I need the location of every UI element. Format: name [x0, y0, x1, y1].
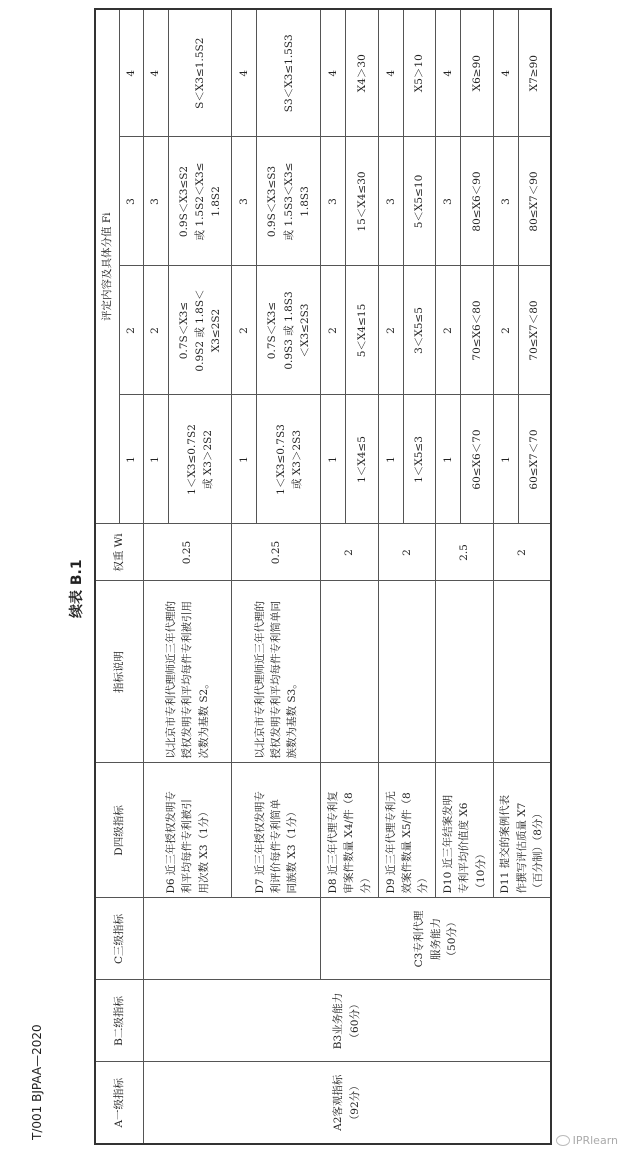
score-line: 0.7S＜X3≤	[177, 301, 190, 360]
score-line: X3≤2S2	[210, 308, 223, 353]
score-cell	[168, 9, 232, 137]
grade-label: 3	[493, 137, 518, 266]
indicator-d10	[436, 763, 494, 898]
indicator-line: D10 近三年结案发明	[442, 794, 455, 894]
weight-d10: 2.5	[436, 524, 494, 581]
level2-line: （60分）	[348, 998, 361, 1044]
indicator-line: （百分制）（8分）	[532, 808, 545, 894]
header-eval: 评定内容及具体分值 Fi	[95, 9, 119, 524]
score-line: 1.8S2	[210, 186, 223, 217]
header-b: B二级指标	[95, 980, 143, 1062]
watermark	[556, 1134, 618, 1147]
header-grade: 2	[119, 266, 143, 395]
grade-label: 2	[143, 266, 168, 395]
grade-label: 4	[321, 9, 346, 137]
header-weight: 权重 Wi	[95, 524, 143, 581]
grade-label: 4	[143, 9, 168, 137]
grade-label: 1	[321, 395, 346, 524]
indicator-line: D7 近三年授权发明专	[253, 791, 266, 894]
score-line: 0.9S3 或 1.8S3	[282, 291, 295, 370]
level3-line: （50分）	[445, 916, 458, 962]
indicator-d7	[232, 763, 321, 898]
grade-label: 4	[436, 9, 461, 137]
indicator-d8	[321, 763, 379, 898]
grade-label: 2	[436, 266, 461, 395]
indicator-d11	[493, 763, 551, 898]
chat-bubble-icon	[556, 1135, 570, 1146]
indicator-line: 分）	[417, 872, 430, 894]
score-cell: 15＜X4≤30	[346, 137, 378, 266]
score-cell: X4＞30	[346, 9, 378, 137]
header-d: D四级指标	[95, 763, 143, 898]
level3-cell-blank	[143, 898, 321, 980]
score-cell: 70≤X7＜80	[518, 266, 551, 395]
indicator-line: D6 近三年授权发明专	[165, 791, 178, 894]
score-cell: 3＜X5≤5	[403, 266, 435, 395]
score-line: 或 X3＞2S3	[290, 429, 303, 490]
score-line: 或 1.5S3＜X3≤	[282, 162, 295, 241]
weight-d8: 2	[321, 524, 379, 581]
weight-d6: 0.25	[143, 524, 232, 581]
score-cell: X5＞10	[403, 9, 435, 137]
indicator-d9	[378, 763, 436, 898]
grade-label: 2	[232, 266, 257, 395]
score-cell	[257, 9, 321, 137]
indicator-line: 分）	[359, 872, 372, 894]
explanation-d6	[143, 581, 232, 763]
score-line: 1＜X3≤0.7S2	[185, 424, 198, 495]
header-expl: 指标说明	[95, 581, 143, 763]
indicator-line: D9 近三年代理专利无	[384, 791, 397, 894]
score-line: 0.7S＜X3≤	[266, 301, 279, 360]
score-line: 0.9S＜X3≤S3	[266, 165, 279, 238]
explanation-line: 授权发明专利平均每件专利简单同	[270, 601, 283, 759]
score-cell: X7≥90	[518, 9, 551, 137]
grade-label: 3	[321, 137, 346, 266]
watermark-text: IPRlearn	[572, 1134, 618, 1147]
grade-label: 4	[378, 9, 403, 137]
indicator-line: 审案件数量 X4/件（8	[343, 792, 356, 894]
score-line: ＜X3≤2S3	[299, 303, 312, 358]
score-cell: 60≤X6＜70	[461, 395, 493, 524]
grade-label: 1	[143, 395, 168, 524]
grade-label: 2	[493, 266, 518, 395]
explanation-line: 以北京市专利代理师近三年代理的	[165, 601, 178, 759]
indicator-line: D11 提交的案例代表	[499, 794, 512, 894]
indicator-line: 利评价每件专利简单	[270, 799, 283, 894]
indicator-line: D8 近三年代理专利复	[327, 791, 340, 894]
explanation-d7	[232, 581, 321, 763]
score-line: 0.9S＜X3≤S2	[177, 165, 190, 238]
explanation-line: 以北京市专利代理师近三年代理的	[253, 601, 266, 759]
score-line: S3＜X3≤1.5S3	[282, 34, 295, 113]
header-grade: 3	[119, 137, 143, 266]
grade-label: 1	[378, 395, 403, 524]
explanation-line: 次数为基数 S2。	[197, 678, 210, 759]
score-cell: 5＜X4≤15	[346, 266, 378, 395]
score-cell: 80≤X7＜90	[518, 137, 551, 266]
explanation-d11	[493, 581, 551, 763]
score-cell	[257, 137, 321, 266]
score-line: 或 1.5S2＜X3≤	[193, 162, 206, 241]
grade-label: 4	[232, 9, 257, 137]
evaluation-table	[94, 8, 552, 1145]
score-cell: X6≥90	[461, 9, 493, 137]
score-line: 0.9S2 或 1.8S＜	[193, 289, 206, 372]
grade-label: 2	[321, 266, 346, 395]
score-line: 1＜X3≤0.7S3	[274, 424, 287, 495]
explanation-d9	[378, 581, 436, 763]
header-a: A一级指标	[95, 1062, 143, 1144]
weight-d9: 2	[378, 524, 436, 581]
explanation-d10	[436, 581, 494, 763]
grade-label: 4	[493, 9, 518, 137]
indicator-line: （10分）	[474, 848, 487, 894]
weight-d7: 0.25	[232, 524, 321, 581]
indicator-d6	[143, 763, 232, 898]
table-caption: 续表 B.1	[69, 559, 85, 618]
grade-label: 2	[378, 266, 403, 395]
score-cell: 80≤X6＜90	[461, 137, 493, 266]
level3-line: 服务能力	[429, 918, 442, 960]
grade-label: 3	[232, 137, 257, 266]
indicator-line: 作撰写评估质量 X7	[515, 802, 528, 894]
score-line: 1.8S3	[299, 186, 312, 217]
grade-label: 3	[436, 137, 461, 266]
score-line: S＜X3≤1.5S2	[193, 37, 206, 109]
level3-cell	[321, 898, 551, 980]
score-line: 或 X3＞2S2	[201, 429, 214, 490]
level3-line: C3专利代理	[413, 910, 426, 968]
score-cell: 1＜X4≤5	[346, 395, 378, 524]
score-cell	[168, 137, 232, 266]
score-cell	[257, 395, 321, 524]
score-cell: 1＜X5≤3	[403, 395, 435, 524]
grade-label: 1	[493, 395, 518, 524]
level1-line: A2客观指标	[332, 1074, 345, 1131]
score-cell	[257, 266, 321, 395]
header-grade: 4	[119, 9, 143, 137]
score-cell	[168, 266, 232, 395]
score-cell: 5＜X5≤10	[403, 137, 435, 266]
weight-d11: 2	[493, 524, 551, 581]
grade-label: 1	[436, 395, 461, 524]
level1-line: （92分）	[348, 1080, 361, 1126]
rotated-table-container	[94, 10, 552, 1145]
explanation-line: 族数为基数 S3。	[286, 678, 299, 759]
level2-cell	[143, 980, 551, 1062]
level2-line: B3业务能力	[332, 992, 345, 1050]
grade-label: 3	[378, 137, 403, 266]
document-id: T/001 BJPAA—2020	[30, 1024, 44, 1140]
indicator-line: 同族数 X3（1分）	[286, 806, 299, 894]
score-cell: 70≤X6＜80	[461, 266, 493, 395]
grade-label: 3	[143, 137, 168, 266]
indicator-line: 用次数 X3（1分）	[197, 806, 210, 894]
indicator-line: 效案件数量 X5/件（8	[400, 792, 413, 894]
level1-cell	[143, 1062, 551, 1144]
indicator-line: 利平均每件专利被引	[181, 799, 194, 894]
header-c: C三级指标	[95, 898, 143, 980]
grade-label: 1	[232, 395, 257, 524]
header-grade: 1	[119, 395, 143, 524]
indicator-line: 专利平均价值度 X6	[458, 802, 471, 894]
explanation-line: 授权发明专利平均每件专利被引用	[181, 601, 194, 759]
explanation-d8	[321, 581, 379, 763]
score-cell	[168, 395, 232, 524]
score-cell: 60≤X7＜70	[518, 395, 551, 524]
